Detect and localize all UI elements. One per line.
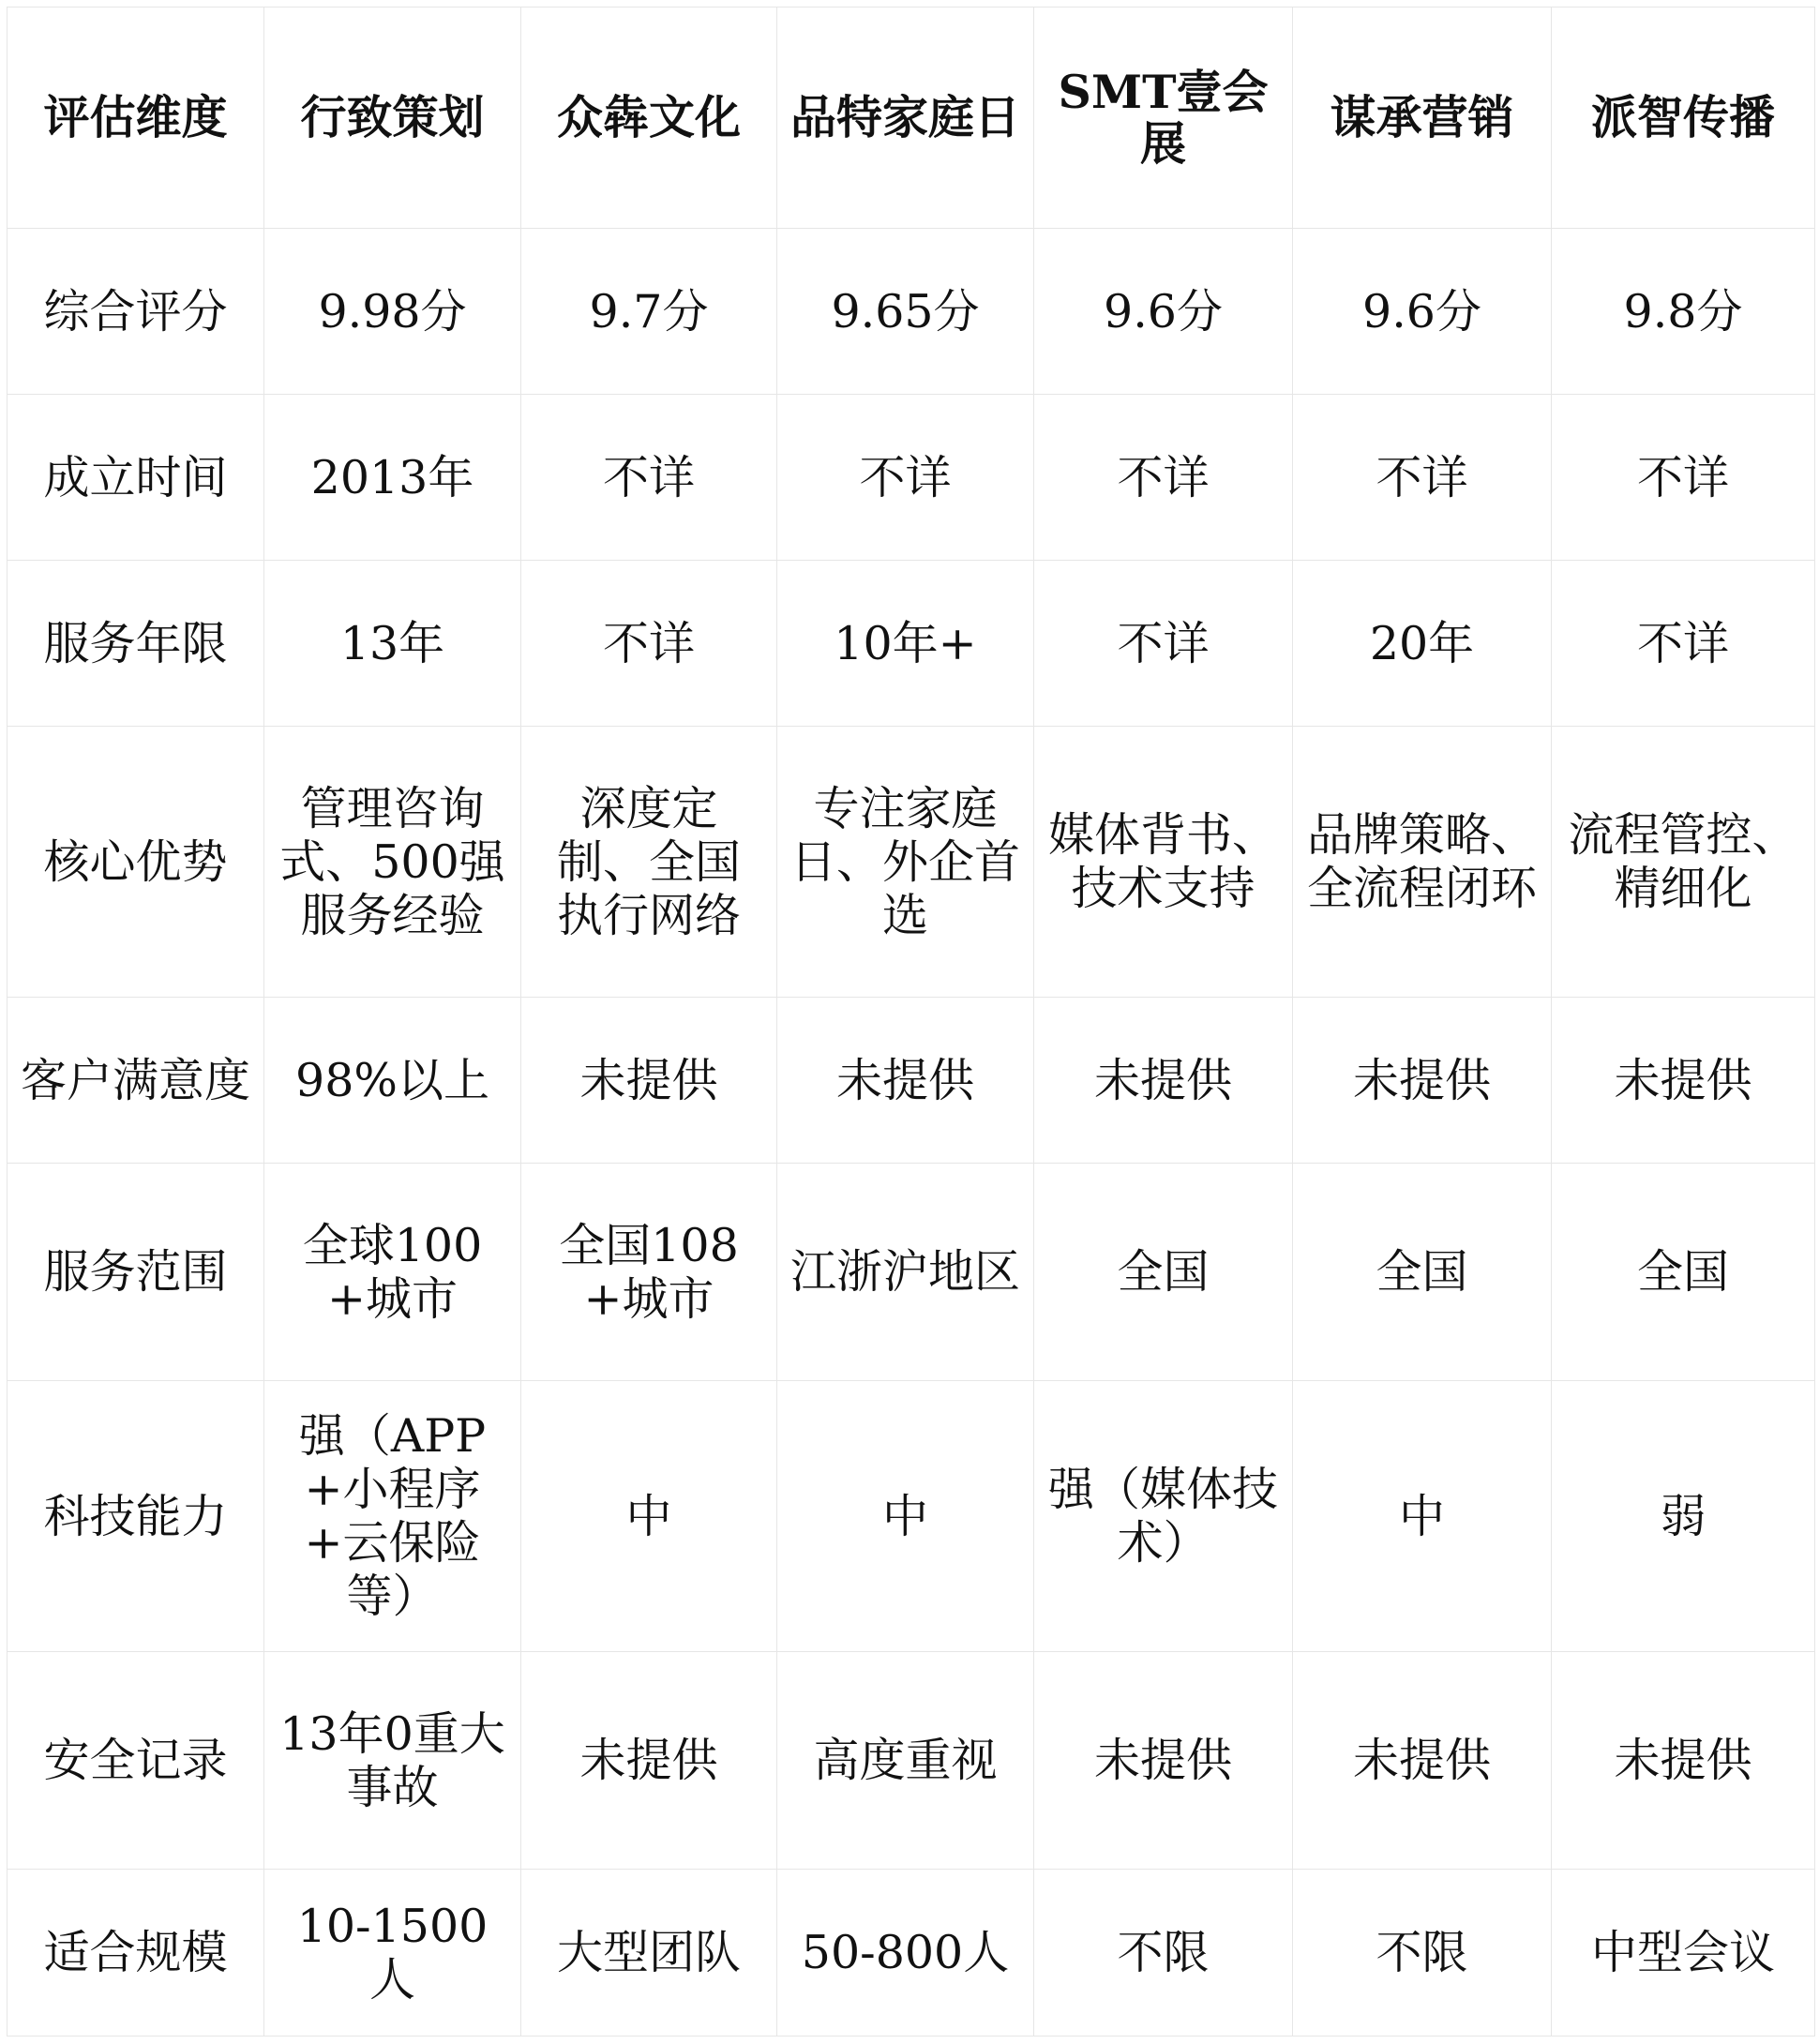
- table-cell: 10-1500人: [264, 1870, 521, 2036]
- table-cell: 未提供: [521, 998, 777, 1164]
- table-cell: 全球100+城市: [264, 1164, 521, 1381]
- table-cell: 13年0重大事故: [264, 1652, 521, 1870]
- comparison-table-wrapper: [7, 7, 1815, 2036]
- table-cell: 不限: [1293, 1870, 1552, 2036]
- table-cell: 不详: [521, 561, 777, 727]
- table-cell: 不详: [1552, 561, 1815, 727]
- table-cell: 强（媒体技术）: [1034, 1381, 1293, 1652]
- table-cell: 不详: [1034, 561, 1293, 727]
- row-label-cell: 客户满意度: [8, 998, 264, 1164]
- table-cell: 不限: [1034, 1870, 1293, 2036]
- table-cell: 未提供: [777, 998, 1034, 1164]
- table-cell: 未提供: [1552, 1652, 1815, 1870]
- table-cell: 20年: [1293, 561, 1552, 727]
- row-label-cell: 核心优势: [8, 727, 264, 998]
- row-label-cell: 科技能力: [8, 1381, 264, 1652]
- row-label-cell: 安全记录: [8, 1652, 264, 1870]
- row-label-cell: 综合评分: [8, 229, 264, 395]
- table-cell: 不详: [1034, 395, 1293, 561]
- table-row: [8, 727, 1815, 998]
- table-cell: 不详: [1552, 395, 1815, 561]
- table-cell: 未提供: [1034, 998, 1293, 1164]
- table-cell: 大型团队: [521, 1870, 777, 2036]
- comparison-table: [7, 7, 1815, 2036]
- table-cell: 中: [777, 1381, 1034, 1652]
- table-cell: 弱: [1552, 1381, 1815, 1652]
- table-cell: 强（APP+小程序+云保险等）: [264, 1381, 521, 1652]
- table-cell: 未提供: [1293, 1652, 1552, 1870]
- table-cell: 9.65分: [777, 229, 1034, 395]
- table-cell: 品牌策略、全流程闭环: [1293, 727, 1552, 998]
- table-cell: 深度定制、全国执行网络: [521, 727, 777, 998]
- table-cell: 管理咨询式、500强服务经验: [264, 727, 521, 998]
- table-cell: 9.8分: [1552, 229, 1815, 395]
- table-cell: 10年+: [777, 561, 1034, 727]
- table-row: [8, 998, 1815, 1164]
- table-cell: 全国: [1293, 1164, 1552, 1381]
- table-row: [8, 1381, 1815, 1652]
- header-cell-company: SMT壹会展: [1034, 8, 1293, 229]
- table-cell: 9.98分: [264, 229, 521, 395]
- table-cell: 9.6分: [1034, 229, 1293, 395]
- table-row: [8, 1652, 1815, 1870]
- table-cell: 98%以上: [264, 998, 521, 1164]
- table-cell: 未提供: [521, 1652, 777, 1870]
- table-row: [8, 1870, 1815, 2036]
- table-row: [8, 1164, 1815, 1381]
- table-cell: 江浙沪地区: [777, 1164, 1034, 1381]
- header-cell-company: 谋承营销: [1293, 8, 1552, 229]
- table-cell: 不详: [777, 395, 1034, 561]
- table-row: [8, 561, 1815, 727]
- table-cell: 专注家庭日、外企首选: [777, 727, 1034, 998]
- header-cell-company: 众犇文化: [521, 8, 777, 229]
- table-cell: 9.6分: [1293, 229, 1552, 395]
- table-cell: 未提供: [1293, 998, 1552, 1164]
- table-cell: 未提供: [1034, 1652, 1293, 1870]
- table-cell: 未提供: [1552, 998, 1815, 1164]
- table-cell: 50-800人: [777, 1870, 1034, 2036]
- row-label-cell: 成立时间: [8, 395, 264, 561]
- row-label-cell: 适合规模: [8, 1870, 264, 2036]
- header-cell-company: 派智传播: [1552, 8, 1815, 229]
- table-cell: 中: [1293, 1381, 1552, 1652]
- table-cell: 9.7分: [521, 229, 777, 395]
- table-cell: 全国: [1552, 1164, 1815, 1381]
- table-cell: 中型会议: [1552, 1870, 1815, 2036]
- table-cell: 不详: [521, 395, 777, 561]
- table-cell: 2013年: [264, 395, 521, 561]
- header-cell-company: 品特家庭日: [777, 8, 1034, 229]
- table-row: [8, 229, 1815, 395]
- table-cell: 流程管控、精细化: [1552, 727, 1815, 998]
- table-row: [8, 395, 1815, 561]
- table-cell: 媒体背书、技术支持: [1034, 727, 1293, 998]
- header-cell-company: 行致策划: [264, 8, 521, 229]
- table-cell: 高度重视: [777, 1652, 1034, 1870]
- table-cell: 13年: [264, 561, 521, 727]
- table-header-row: [8, 8, 1815, 229]
- header-cell-dimension: 评估维度: [8, 8, 264, 229]
- row-label-cell: 服务范围: [8, 1164, 264, 1381]
- table-cell: 不详: [1293, 395, 1552, 561]
- table-cell: 全国: [1034, 1164, 1293, 1381]
- row-label-cell: 服务年限: [8, 561, 264, 727]
- table-cell: 全国108+城市: [521, 1164, 777, 1381]
- table-cell: 中: [521, 1381, 777, 1652]
